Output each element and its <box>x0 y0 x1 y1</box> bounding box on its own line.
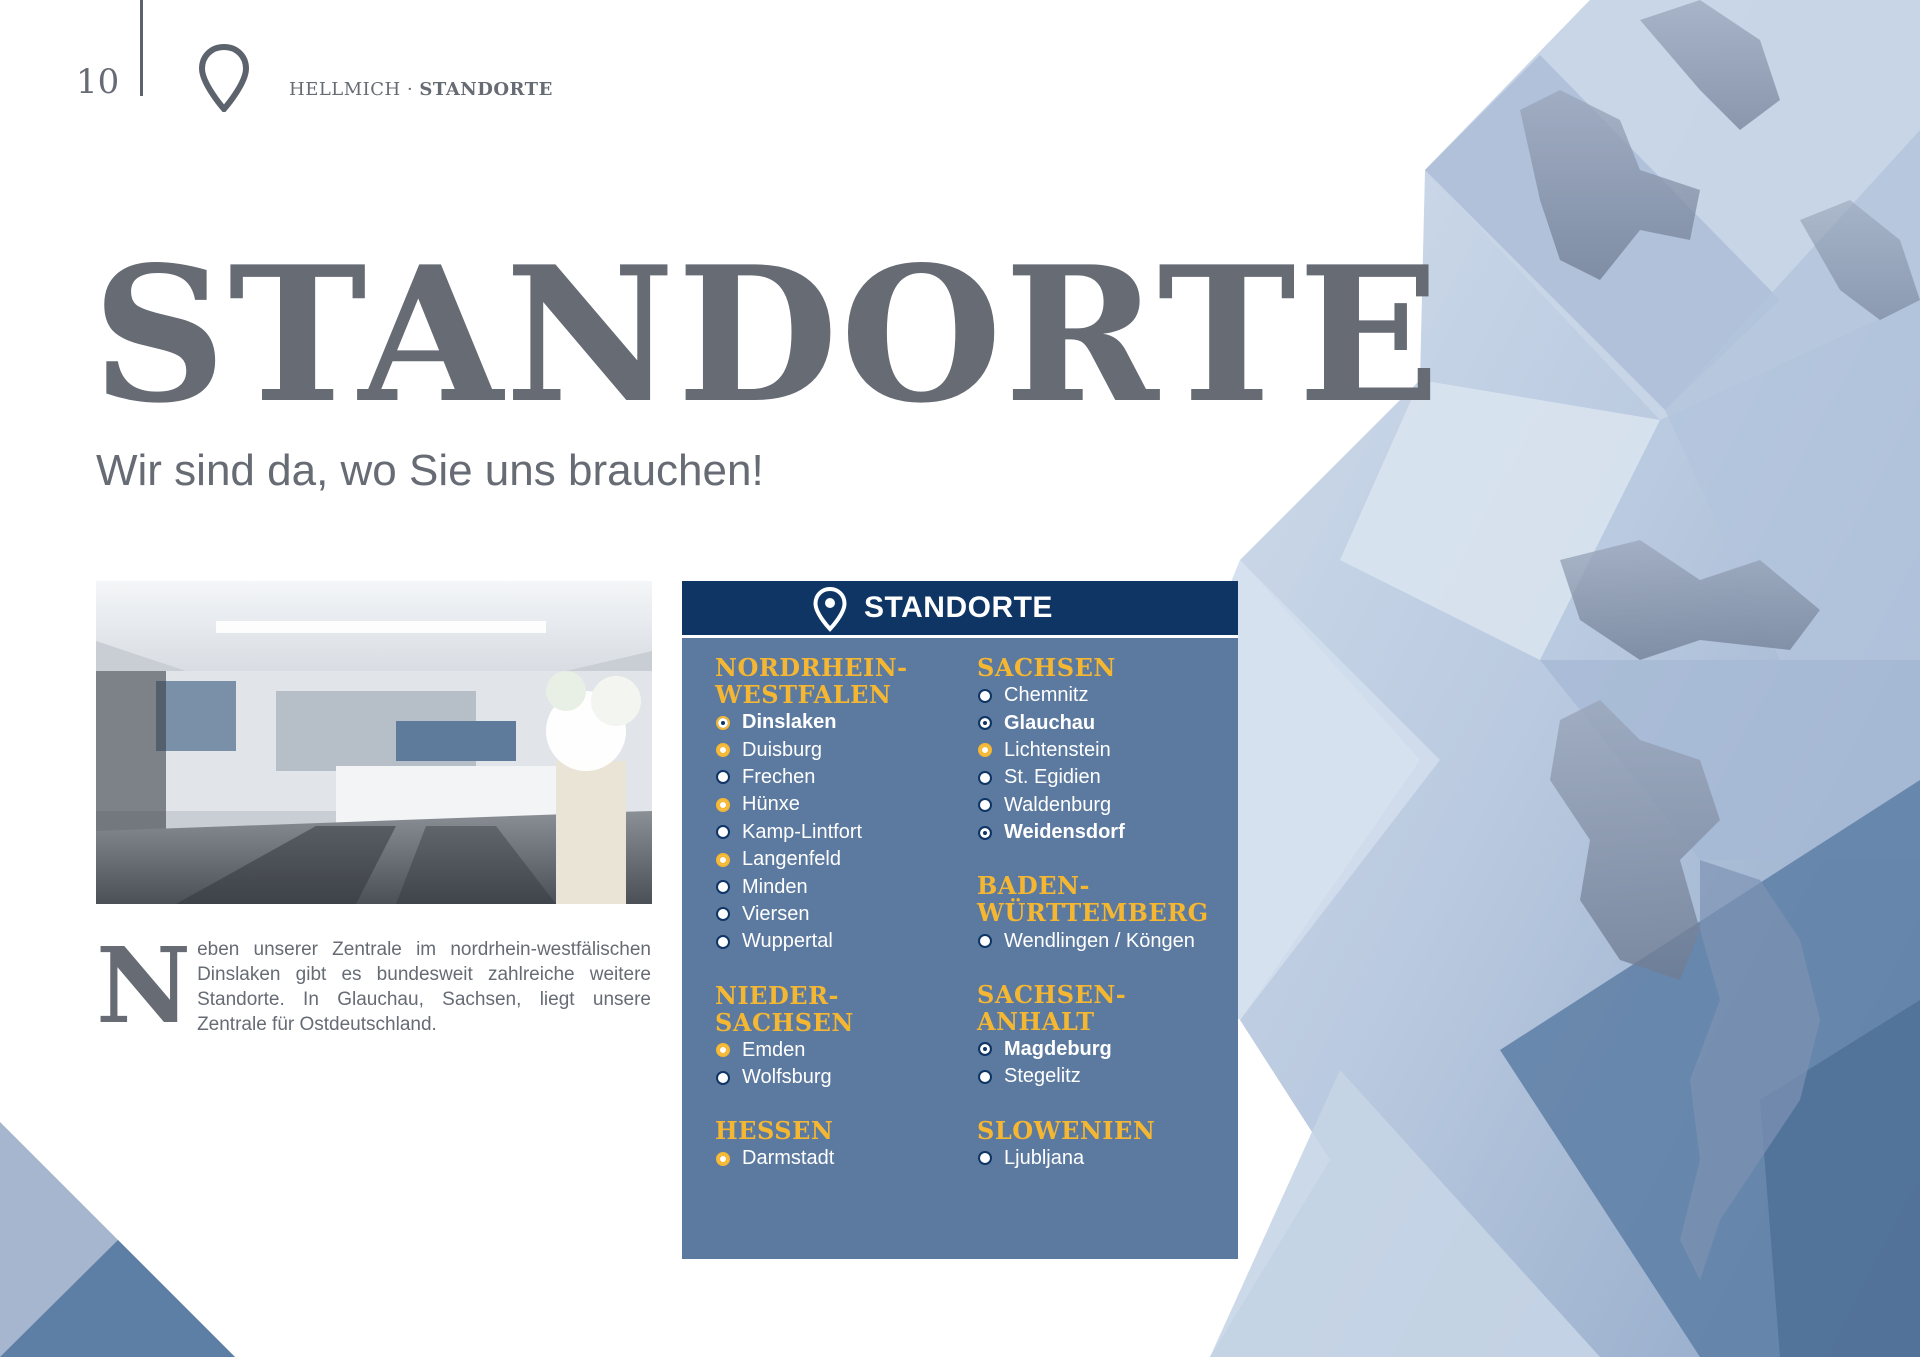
region-title-line: SLOWENIEN <box>977 1115 1156 1145</box>
location-marker-icon <box>716 825 730 839</box>
location-marker-icon <box>716 770 730 784</box>
location-pin-icon <box>198 44 250 112</box>
region-block <box>977 654 1232 846</box>
location-item <box>977 709 1232 736</box>
location-marker-icon <box>716 798 730 812</box>
region-block <box>715 654 965 956</box>
location-item <box>715 1145 965 1172</box>
locations-box-header <box>682 581 1238 638</box>
location-marker-icon <box>978 798 992 812</box>
location-marker-icon <box>716 1043 730 1057</box>
location-item <box>715 873 965 900</box>
location-name: Langenfeld <box>742 848 841 871</box>
page-number: 10 <box>76 62 120 102</box>
location-item <box>715 1037 965 1064</box>
location-item <box>977 1036 1232 1063</box>
location-name: Wendlingen / Köngen <box>1004 929 1195 952</box>
location-marker-icon <box>978 1042 992 1056</box>
location-name: Frechen <box>742 765 816 788</box>
region-block <box>977 1117 1232 1172</box>
location-name: Wolfsburg <box>742 1066 832 1089</box>
page-subtitle: Wir sind da, wo Sie uns brauchen! <box>96 446 764 495</box>
region-title <box>977 654 1232 681</box>
location-marker-icon <box>716 853 730 867</box>
drop-cap: N <box>96 924 192 1047</box>
region-title-line: SACHSEN <box>977 653 1116 682</box>
location-marker-icon <box>978 934 992 948</box>
region-title-line: WÜRTTEMBERG <box>977 898 1209 928</box>
locations-column-left <box>715 654 965 1199</box>
page-title: STANDORTE <box>92 225 1442 444</box>
location-name: Waldenburg <box>1004 793 1112 816</box>
location-marker-icon <box>716 1152 730 1166</box>
region-title <box>977 981 1232 1035</box>
location-marker-icon <box>716 935 730 949</box>
region-title-line: HESSEN <box>715 1116 834 1146</box>
location-marker-icon <box>716 907 730 921</box>
location-marker-icon <box>978 771 992 785</box>
region-block <box>715 1117 965 1172</box>
region-title-line: ANHALT <box>977 1006 1095 1036</box>
location-marker-icon <box>716 716 730 730</box>
location-name: Stegelitz <box>1004 1065 1081 1088</box>
region-block <box>715 982 965 1092</box>
location-item <box>977 764 1232 791</box>
region-title-line: BADEN- <box>977 871 1090 901</box>
location-item <box>977 737 1232 764</box>
region-title <box>977 1117 1232 1144</box>
location-name: Hünxe <box>742 793 800 816</box>
location-name: Magdeburg <box>1004 1037 1112 1060</box>
location-marker-icon <box>978 743 992 757</box>
location-marker-icon <box>716 1071 730 1085</box>
header-divider <box>140 0 143 96</box>
region-title <box>715 1117 965 1144</box>
region-title-line: NIEDER- <box>715 980 839 1010</box>
location-marker-icon <box>978 689 992 703</box>
location-pin-icon <box>812 586 848 632</box>
location-name: Minden <box>742 875 808 898</box>
location-item <box>715 736 965 763</box>
intro-paragraph <box>96 924 651 1047</box>
region-title-line: NORDRHEIN- <box>715 653 908 682</box>
region-title-line: SACHSEN- <box>977 979 1127 1009</box>
location-item <box>715 901 965 928</box>
location-name: Chemnitz <box>1004 684 1089 707</box>
location-marker-icon <box>978 716 992 730</box>
location-item <box>715 928 965 955</box>
location-name: Ljubljana <box>1004 1146 1085 1169</box>
location-name: Kamp-Lintfort <box>742 820 863 843</box>
location-name: Lichtenstein <box>1004 738 1111 761</box>
region-block <box>977 872 1232 954</box>
region-title <box>715 654 965 708</box>
location-item <box>715 846 965 873</box>
location-name: Dinslaken <box>742 711 837 734</box>
locations-box <box>682 581 1238 1259</box>
region-title-line: SACHSEN <box>715 1007 854 1037</box>
location-item <box>715 791 965 818</box>
region-title <box>977 872 1232 926</box>
location-name: Emden <box>742 1038 806 1061</box>
location-name: Duisburg <box>742 738 823 761</box>
region-block <box>977 981 1232 1091</box>
location-item <box>977 927 1232 954</box>
location-marker-icon <box>716 743 730 757</box>
region-title <box>715 982 965 1036</box>
location-marker-icon <box>716 880 730 894</box>
location-name: Glauchau <box>1004 711 1096 734</box>
location-item <box>977 682 1232 709</box>
location-name: Weidensdorf <box>1004 821 1125 844</box>
location-item <box>977 1145 1232 1172</box>
location-item <box>977 1063 1232 1090</box>
company-name: HELLMICH · <box>289 79 420 100</box>
locations-column-right <box>977 654 1232 1198</box>
location-marker-icon <box>978 1070 992 1084</box>
location-item <box>977 792 1232 819</box>
running-header <box>289 79 553 100</box>
locations-box-title: STANDORTE <box>864 591 1053 624</box>
region-title-line: WESTFALEN <box>715 680 892 709</box>
location-marker-icon <box>978 826 992 840</box>
location-item <box>715 709 965 736</box>
location-name: St. Egidien <box>1004 766 1101 789</box>
location-name: Darmstadt <box>742 1147 835 1170</box>
office-lobby-photo <box>96 581 652 904</box>
intro-text: eben unserer Zentrale im nordrhein-westfälischen Dinslaken gibt es bundesweit zahlreiche weitere Standorte. In Glauchau, Sachsen, liegt unsere Zentrale für Ostdeutschland. <box>197 939 651 1035</box>
location-marker-icon <box>978 1151 992 1165</box>
location-item <box>977 819 1232 846</box>
location-item <box>715 1064 965 1091</box>
location-name: Viersen <box>742 902 810 925</box>
location-item <box>715 819 965 846</box>
section-name: STANDORTE <box>419 79 553 100</box>
location-name: Wuppertal <box>742 930 833 953</box>
location-item <box>715 764 965 791</box>
